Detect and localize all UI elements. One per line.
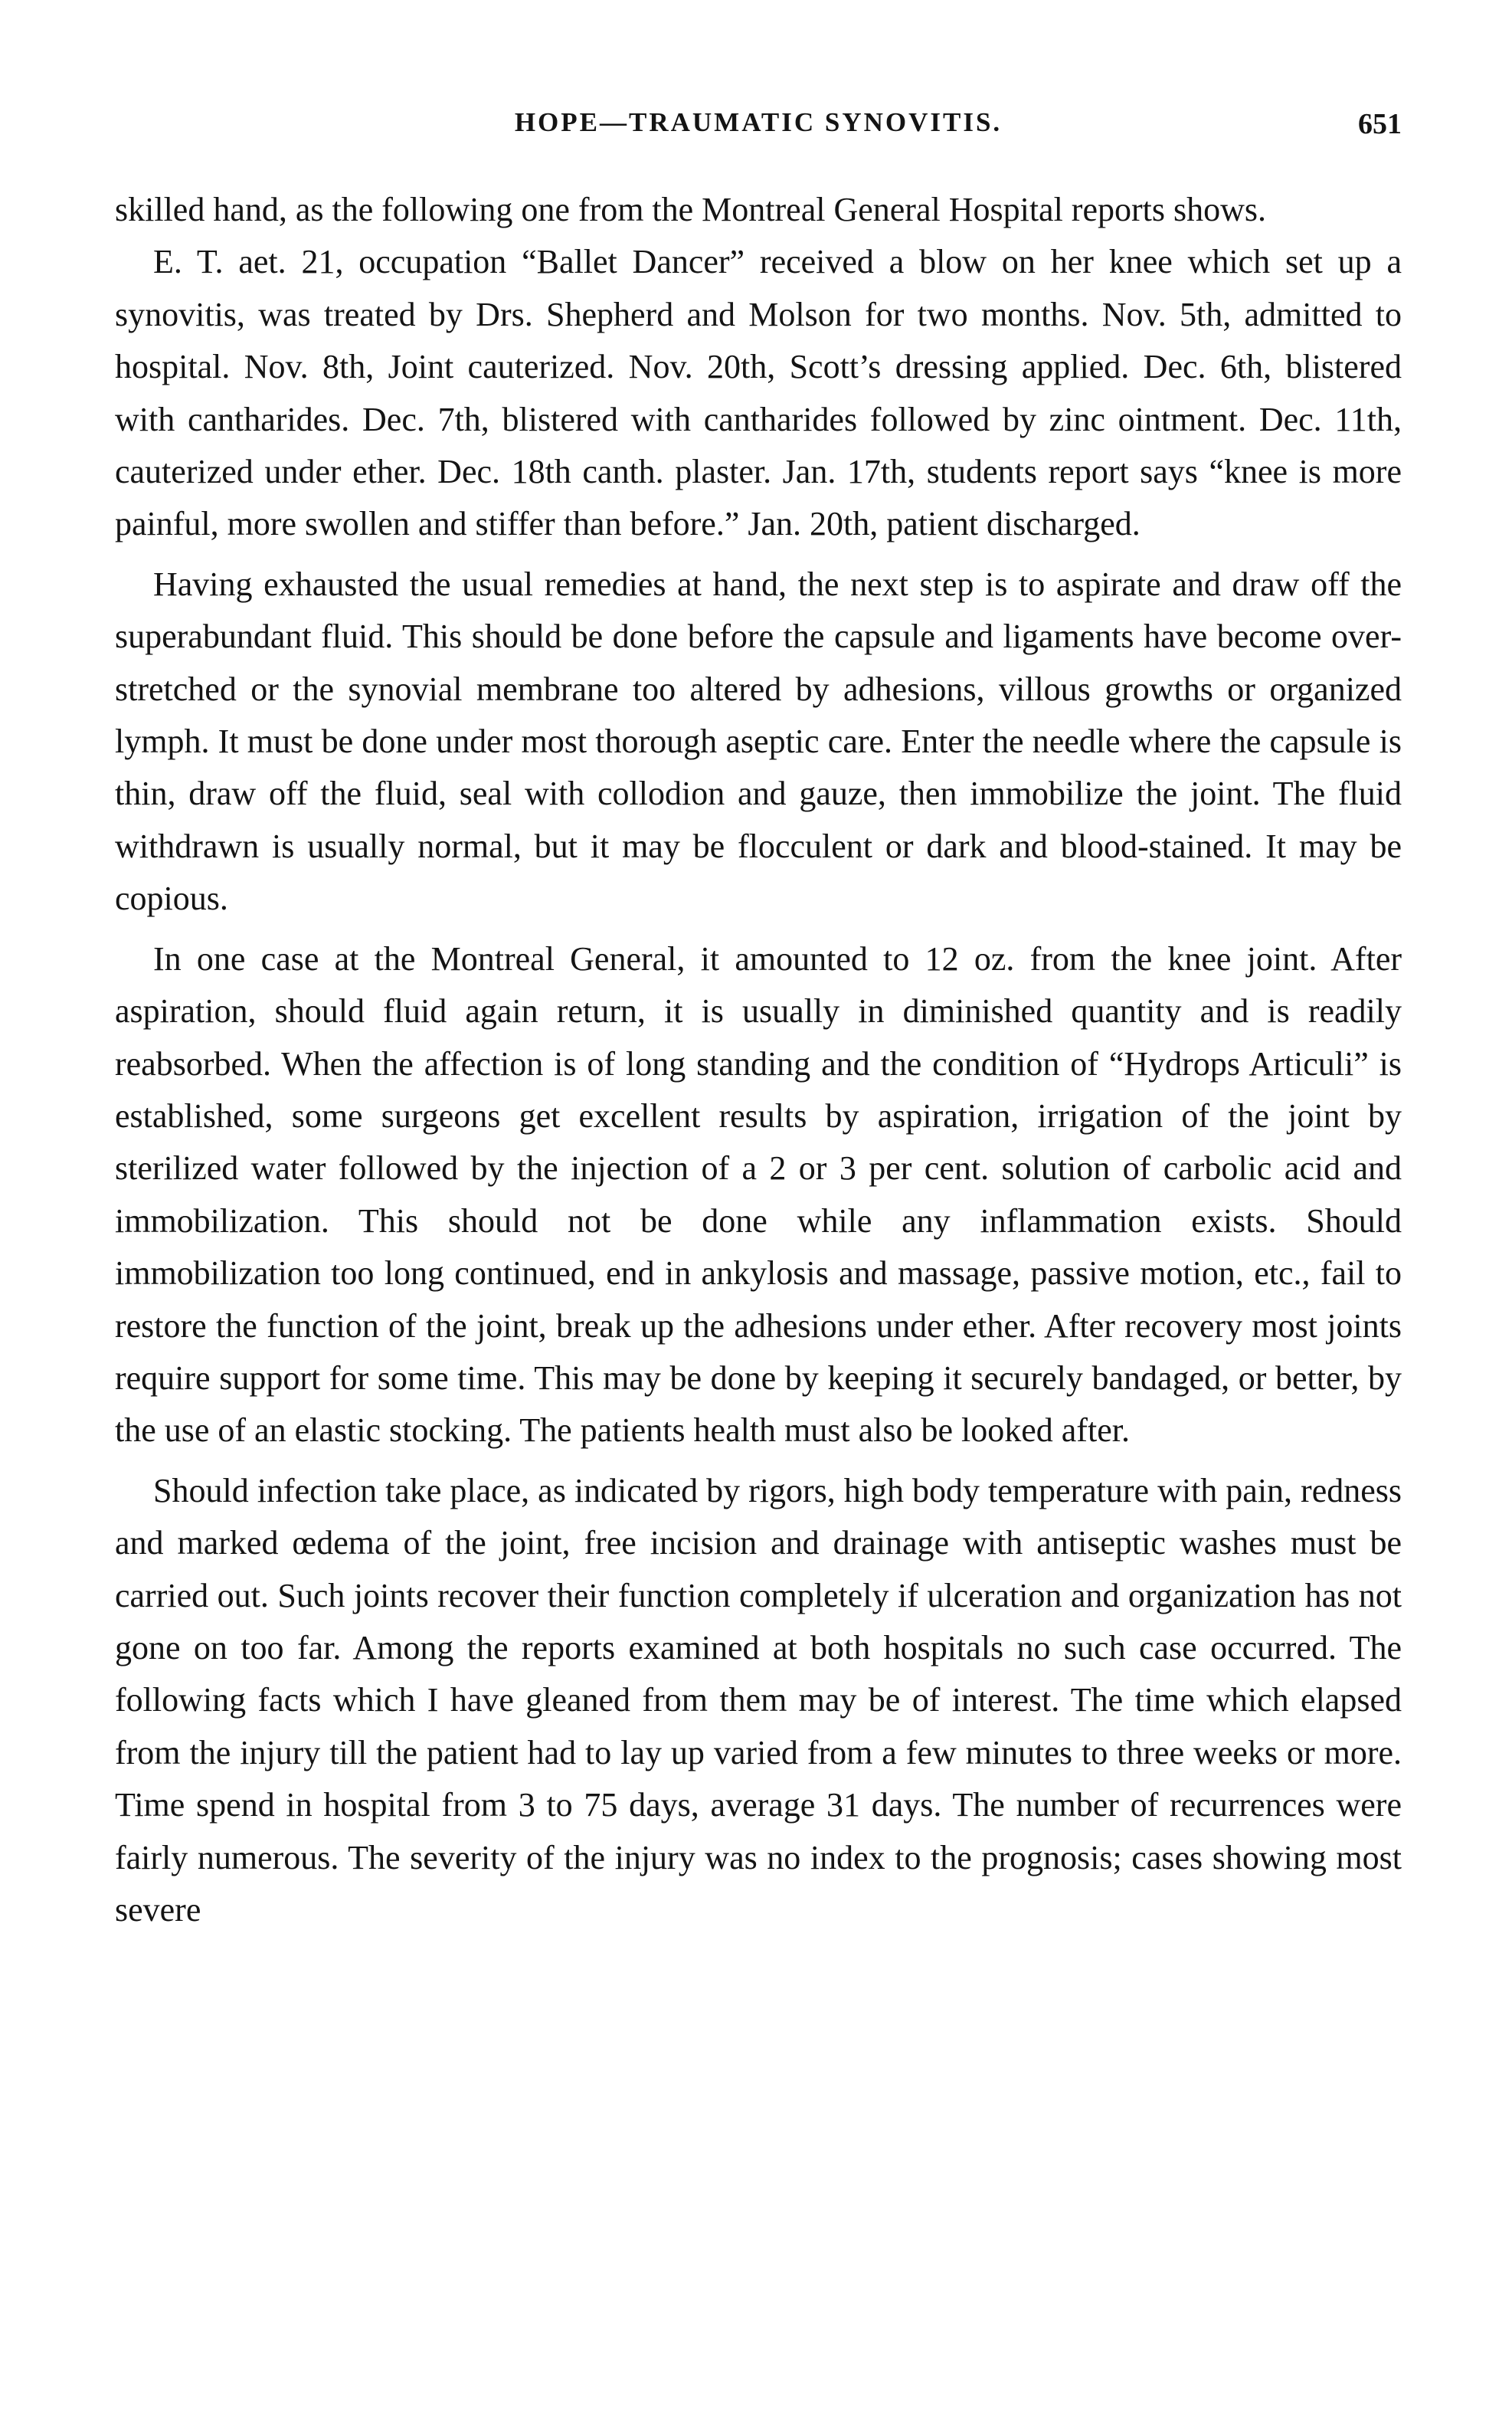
page-number: 651 bbox=[1358, 108, 1402, 140]
paragraph-montreal-case: In one case at the Montreal General, it amounted to 12 oz. from the knee joint. After aspiration, should fluid again return, it is usually in diminished quantity and is readily reabsorbed. When the affection is of long standing and the condition of “Hydrops Articuli” is established, some surgeons get excellent results by aspiration, irrigation of the joint by sterilized water followed by the injection of a 2 or 3 per cent. solution of carbolic acid and immobilization. This should not be done while any inflammation exists. Should immobilization too long continued, end in ankylosis and massage, passive motion, etc., fail to restore the function of the joint, break up the adhesions under ether. After recovery most joints require support for some time. This may be done by keeping it securely bandaged, or better, by the use of an elastic stocking. The patients health must also be looked after. bbox=[115, 939, 1402, 1450]
body-text bbox=[115, 184, 1402, 1936]
paragraph-case-report: E. T. aet. 21, occupation “Ballet Dancer” received a blow on her knee which set up a synovitis, was treated by Drs. Shepherd and Molson for two months. Nov. 5th, admitted to hospital. Nov. 8th, Joint cauterized. Nov. 20th, Scott’s dressing applied. Dec. 6th, blistered with cantharides. Dec. 7th, blistered with cantharides followed by zinc ointment. Dec. 11th, cauterized under ether. Dec. 18th canth. plaster. Jan. 17th, students report says “knee is more painful, more swollen and stiffer than before.” Jan. 20th, patient discharged. bbox=[115, 243, 1402, 543]
document-page bbox=[115, 107, 1402, 1936]
page-header bbox=[115, 107, 1402, 155]
paragraph-infection: Should infection take place, as indicated by rigors, high body temperature with pain, redness and marked œdema of the joint, free incision and drainage with antiseptic washes must be carried out. Such joints recover their function completely if ulceration and organization has not gone on too far. Among the reports examined at both hospitals no such case occurred. The following facts which I have gleaned from them may be of interest. The time which elapsed from the injury till the patient had to lay up varied from a few minutes to three weeks or more. Time spend in hospital from 3 to 75 days, average 31 days. The number of recurrences were fairly numerous. The severity of the injury was no index to the prognosis; cases showing most severe bbox=[115, 1471, 1402, 1929]
paragraph-aspiration: Having exhausted the usual remedies at hand, the next step is to aspirate and draw off the superabundant fluid. This should be done before the capsule and ligaments have become over-stretched or the synovial membrane too altered by adhesions, villous growths or organized lymph. It must be done under most thorough aseptic care. Enter the needle where the capsule is thin, draw off the fluid, seal with collodion and gauze, then immobilize the joint. The fluid withdrawn is usually normal, but it may be flocculent or dark and blood-stained. It may be copious. bbox=[115, 565, 1402, 918]
paragraph-continuation: skilled hand, as the following one from the Montreal General Hospital reports shows. bbox=[115, 191, 1267, 228]
running-head: HOPE—TRAUMATIC SYNOVITIS. bbox=[514, 107, 1003, 137]
